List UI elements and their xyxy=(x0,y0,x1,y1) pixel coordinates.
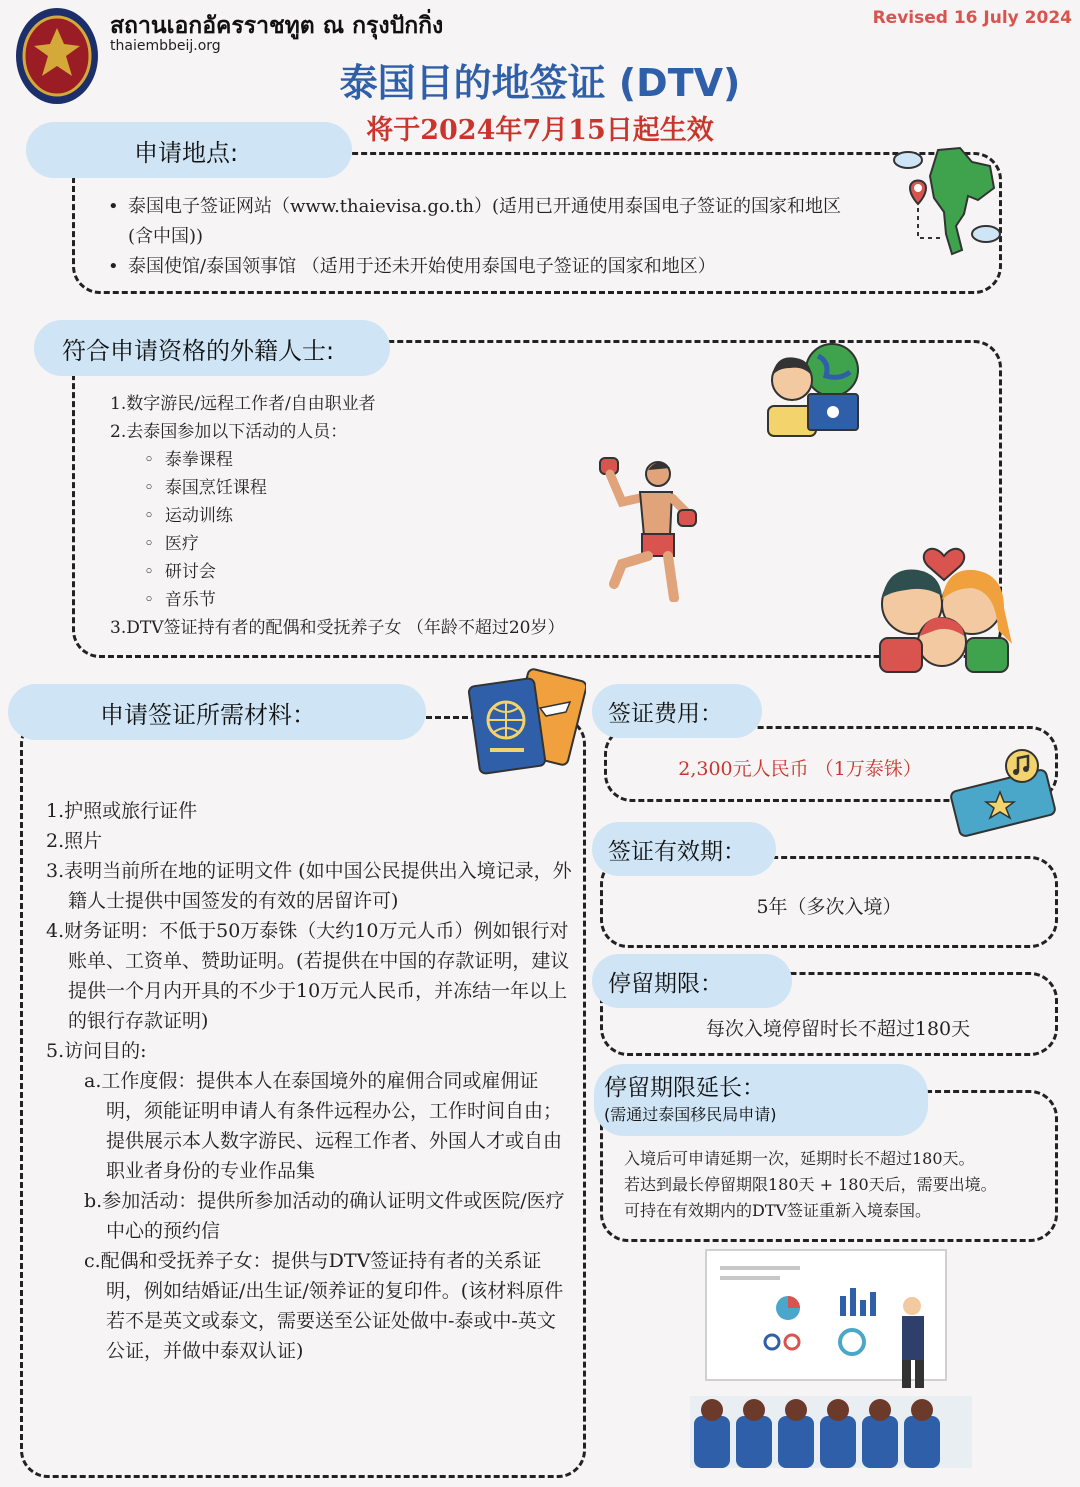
material-item: 2.照片 xyxy=(46,830,103,852)
extension-heading xyxy=(594,1064,928,1136)
stay-heading-text: 停留期限： xyxy=(608,970,723,997)
materials-heading-text: 申请签证所需材料： xyxy=(100,700,316,729)
fee-value: 2,300元人民币 （1万泰铢） xyxy=(678,758,922,780)
purpose-item: a.工作度假：提供本人在泰国境外的雇佣合同或雇佣证明，须能证明申请人有条件远程办公，工作时间自由；提供展示本人数字游民、远程工作者、外国人才或自由职业者身份的专业作品集 xyxy=(84,1070,563,1182)
validity-heading-text: 签证有效期： xyxy=(608,838,746,865)
extension-heading-text: 停留期限延长： xyxy=(604,1075,765,1101)
activity-item: ◦ 研讨会 xyxy=(144,562,216,582)
eligible-heading-text: 符合申请资格的外籍人士: xyxy=(62,336,335,365)
material-item: 5.访问目的: xyxy=(46,1040,147,1062)
material-item: 4.财务证明：不低于50万泰铢（大约10万元人币）例如银行对账单、工资单、赞助证明。(若提供在中国的存款证明，建议提供一个月内开具的不少于10万元人民币，并冻结一年以上的银行存款证明) xyxy=(46,920,570,1032)
validity-heading xyxy=(592,822,776,876)
revised-date: Revised 16 July 2024 xyxy=(872,8,1072,28)
extension-line: 入境后可申请延期一次，延期时长不超过180天。 xyxy=(624,1149,975,1168)
fee-heading-text: 签证费用： xyxy=(608,700,723,727)
embassy-website[interactable]: thaiembbeij.org xyxy=(110,38,221,54)
materials-list xyxy=(46,796,574,1366)
purpose-item: c.配偶和受抚养子女：提供与DTV签证持有者的关系证明，例如结婚证/出生证/领养证的复印件。(该材料原件若不是英文或泰文，需要送至公证处做中-泰或中-英文公证，并做中泰双认证) xyxy=(84,1250,564,1362)
page-title: 泰国目的地签证 (DTV) xyxy=(339,61,741,105)
embassy-thai-name: สถานเอกอัครราชทูต ณ กรุงปักกิ่ง xyxy=(110,13,444,39)
family-icon xyxy=(876,534,1012,674)
location-item-embassy: • 泰国使馆/泰国领事馆 （适用于还未开始使用泰国电子签证的国家和地区） xyxy=(106,252,866,282)
extension-line: 可持在有效期内的DTV签证重新入境泰国。 xyxy=(624,1201,932,1220)
eligible-heading xyxy=(34,320,390,376)
extension-line: 若达到最长停留期限180天 + 180天后，需要出境。 xyxy=(624,1175,997,1194)
muay-thai-fighter-icon xyxy=(592,452,702,602)
stay-heading xyxy=(592,954,792,1008)
thailand-map-icon xyxy=(890,142,1010,262)
activity-list xyxy=(110,446,830,614)
activity-item: ◦ 运动训练 xyxy=(144,506,233,526)
location-list xyxy=(106,192,866,282)
material-item: 1.护照或旅行证件 xyxy=(46,800,198,822)
eligible-item-1: 1.数字游民/远程工作者/自由职业者 xyxy=(110,394,376,414)
purpose-list xyxy=(46,1066,574,1366)
eligible-item-3: 3.DTV签证持有者的配偶和受抚养子女 （年龄不超过20岁） xyxy=(110,618,565,638)
location-heading xyxy=(26,122,352,178)
location-item-evisa: • 泰国电子签证网站（www.thaievisa.go.th）(适用已开通使用泰国电子签证的国家和地区 (含中国)) xyxy=(106,192,866,252)
extension-text xyxy=(624,1146,1054,1224)
remote-worker-icon xyxy=(760,336,864,440)
eligible-item-2: 2.去泰国参加以下活动的人员： xyxy=(110,422,348,442)
eligible-list xyxy=(110,390,830,642)
location-heading-text: 申请地点: xyxy=(134,138,239,167)
validity-value: 5年（多次入境） xyxy=(756,896,902,918)
stay-value: 每次入境停留时长不超过180天 xyxy=(705,1018,971,1040)
activity-item: ◦ 医疗 xyxy=(144,534,199,554)
extension-note: (需通过泰国移民局申请) xyxy=(604,1105,777,1124)
purpose-item: b.参加活动：提供所参加活动的确认证明文件或医院/医疗中心的预约信 xyxy=(84,1190,565,1242)
materials-heading xyxy=(8,684,426,740)
presentation-audience-illustration xyxy=(680,1246,982,1470)
material-item: 3.表明当前所在地的证明文件 (如中国公民提供出入境记录，外籍人士提供中国签发的有效的居留许可) xyxy=(46,860,572,912)
passport-ticket-icon xyxy=(466,668,586,778)
activity-item: ◦ 音乐节 xyxy=(144,590,216,610)
activity-item: ◦ 泰国烹饪课程 xyxy=(144,478,267,498)
fee-heading xyxy=(592,684,762,738)
page-subtitle: 将于2024年7月15日起生效 xyxy=(366,115,714,146)
ticket-star-icon xyxy=(946,744,1058,840)
activity-item: ◦ 泰拳课程 xyxy=(144,450,233,470)
